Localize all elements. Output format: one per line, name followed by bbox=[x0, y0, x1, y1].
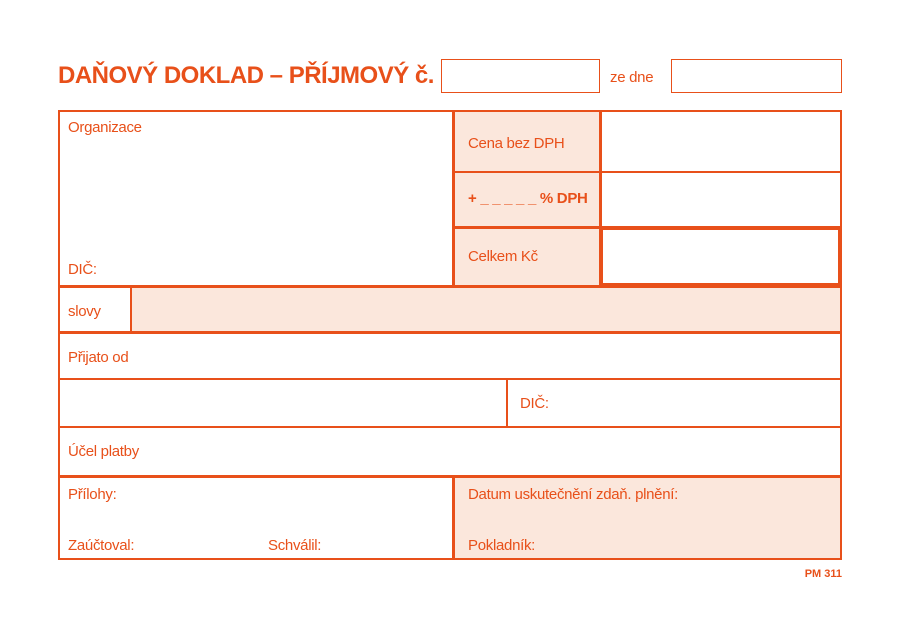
document-number-field[interactable] bbox=[441, 59, 600, 93]
date-field[interactable] bbox=[671, 59, 842, 93]
divider-words-label bbox=[130, 287, 132, 332]
form-code: PM 311 bbox=[804, 568, 842, 580]
accounted-label: Zaúčtoval: bbox=[68, 537, 135, 554]
form-frame bbox=[58, 110, 842, 560]
organization-label: Organizace bbox=[68, 119, 142, 136]
divider-received-from bbox=[58, 378, 842, 380]
approved-label: Schválil: bbox=[268, 537, 322, 554]
payment-purpose-label: Účel platby bbox=[68, 443, 139, 460]
divider-words-bottom bbox=[58, 331, 842, 334]
vat-label: + _ _ _ _ _ % DPH bbox=[468, 190, 588, 207]
date-label: ze dne bbox=[610, 69, 654, 86]
received-from-dic-label: DIČ: bbox=[520, 395, 549, 412]
divider-footer bbox=[452, 476, 455, 560]
total-value-field[interactable] bbox=[601, 228, 840, 285]
total-label: Celkem Kč bbox=[468, 248, 538, 265]
received-from-label: Přijato od bbox=[68, 349, 129, 366]
words-label: slovy bbox=[68, 303, 101, 320]
cashier-label: Pokladník: bbox=[468, 537, 536, 554]
divider-dic-row bbox=[58, 426, 842, 428]
tax-date-label: Datum uskutečnění zdaň. plnění: bbox=[468, 486, 679, 503]
divider-org-amounts bbox=[452, 110, 455, 286]
price-without-vat-label: Cena bez DPH bbox=[468, 135, 565, 152]
attachments-label: Přílohy: bbox=[68, 486, 117, 503]
document-title: DAŇOVÝ DOKLAD – PŘÍJMOVÝ č. bbox=[58, 62, 434, 89]
organization-dic-label: DIČ: bbox=[68, 261, 97, 278]
divider-dic-cell bbox=[506, 378, 508, 427]
divider-organization-bottom bbox=[58, 285, 842, 288]
divider-price-row bbox=[454, 171, 840, 173]
divider-purpose-bottom bbox=[58, 475, 842, 478]
